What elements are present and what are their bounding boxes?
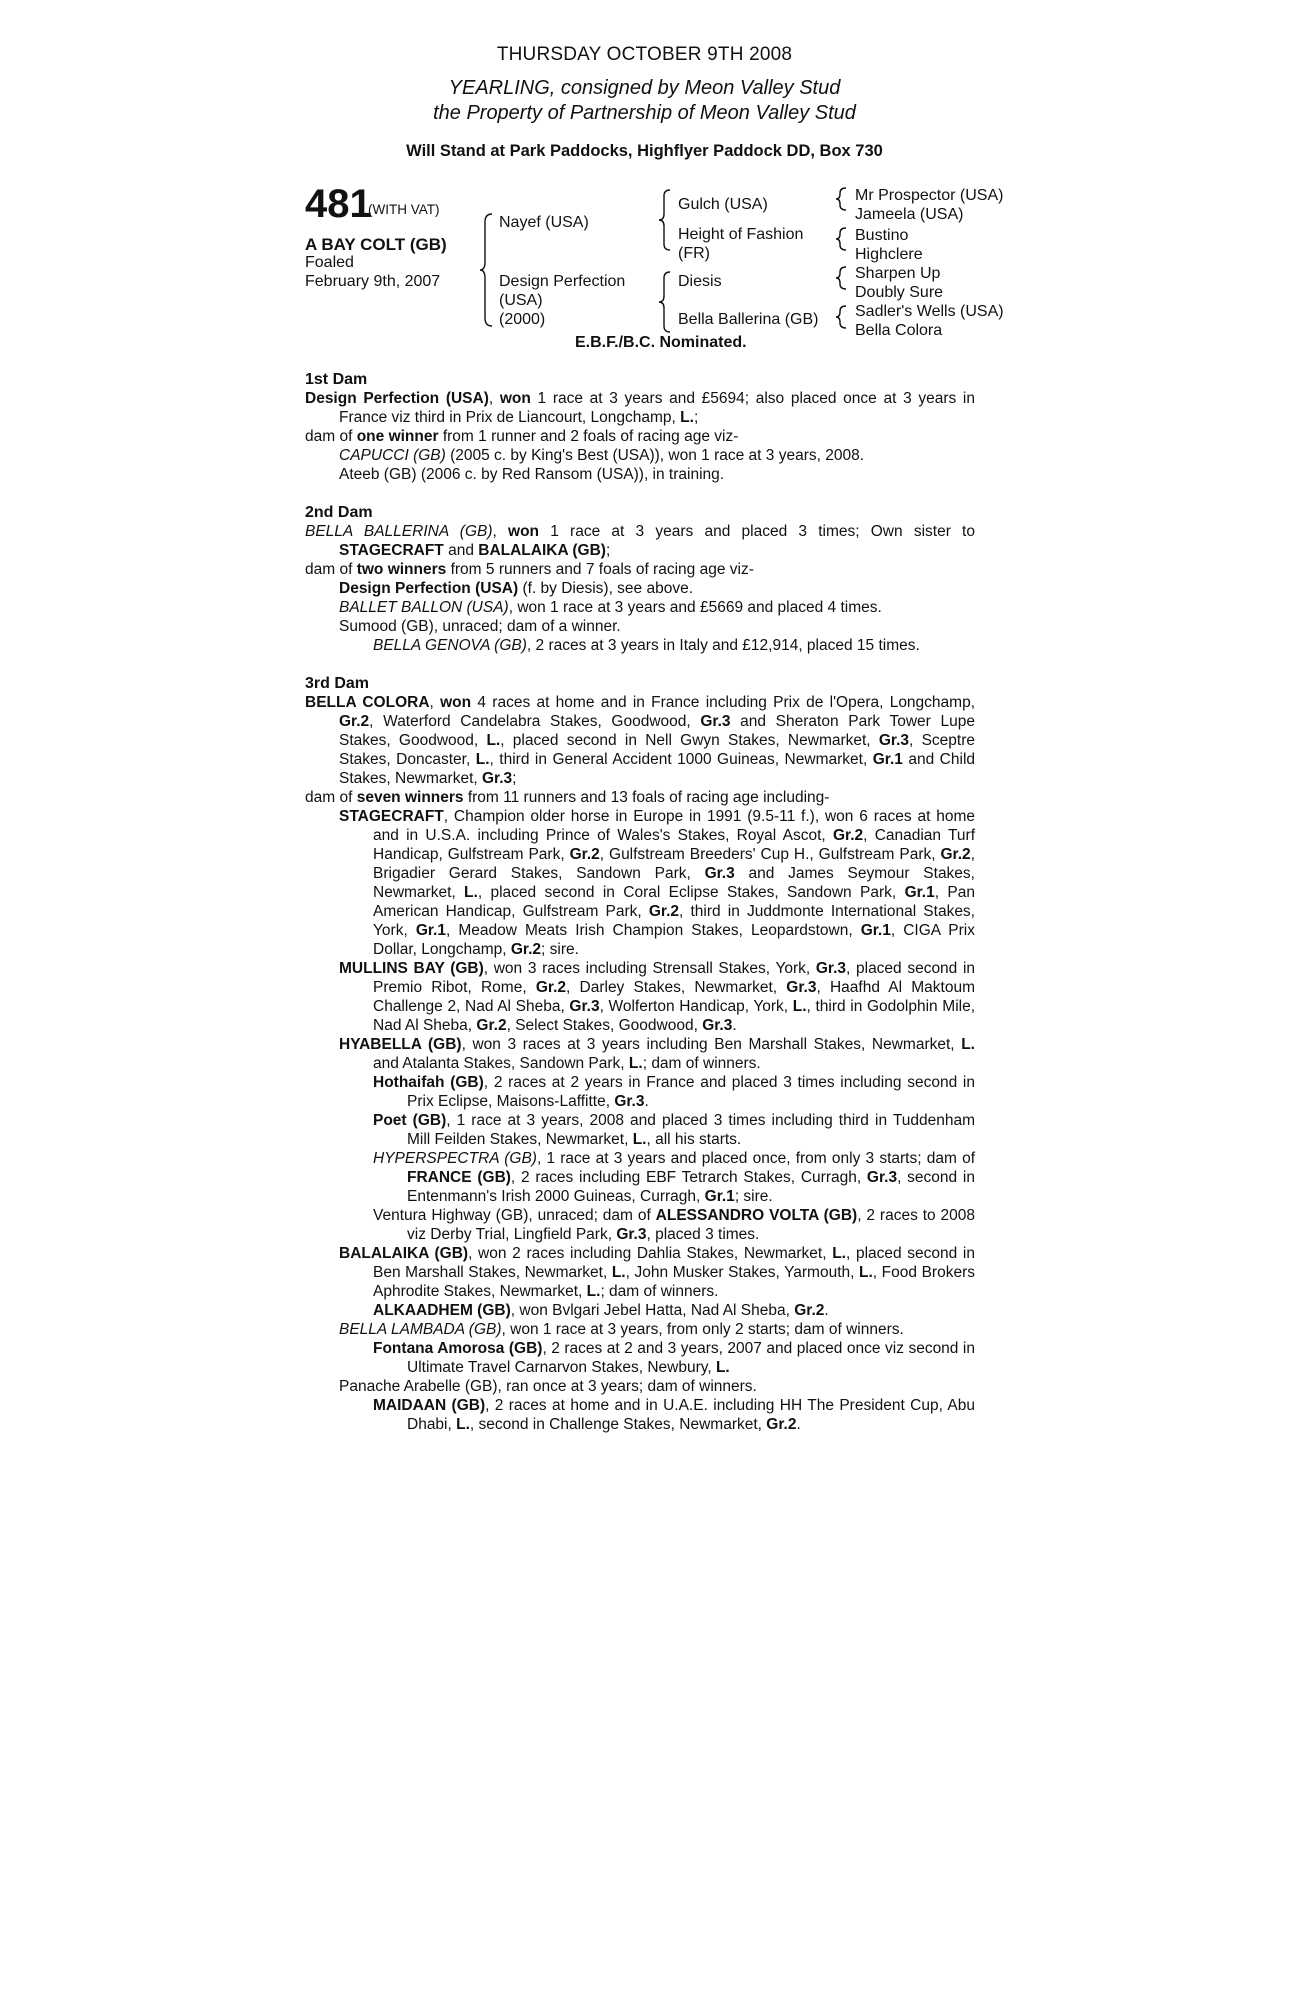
produce-ballet-ballon: BALLET BALLON (USA), won 1 race at 3 years and £5669 and placed 4 times. [339, 599, 882, 616]
produce-hyperspectra: HYPERSPECTRA (GB), 1 race at 3 years and placed once, from only 3 starts; dam of FRANCE (GB), 2 races including EBF Tetrarch Stakes, Curragh, Gr.3, second in Entenmann's Irish 2000 Guineas, Curragh, Gr.1; sire. [373, 1150, 975, 1205]
produce-balalaika: BALALAIKA (GB), won 2 races including Dahlia Stakes, Newmarket, L., placed second in Ben Marshall Stakes, Newmarket, L., John Musker Stakes, Yarmouth, L., Food Brokers Aphrodite Stakes, Newmarket, L.; dam of winners. [339, 1245, 975, 1300]
lot-name: A BAY COLT (GB) [305, 235, 447, 254]
produce-hyabella: HYABELLA (GB), won 3 races at 3 years including Ben Marshall Stakes, Newmarket, L. and Atalanta Stakes, Sandown Park, L.; dam of winners. [339, 1036, 975, 1072]
produce-capucci: CAPUCCI (GB) (2005 c. by King's Best (USA)), won 1 race at 3 years, 2008. [339, 447, 864, 464]
produce-stagecraft: STAGECRAFT, Champion older horse in Europe in 1991 (9.5-11 f.), won 6 races at home and in U.S.A. including Prince of Wales's Stakes, Royal Ascot, Gr.2, Canadian Turf Handicap, Gulfstream Park, Gr.2, Gulfstream Breeders' Cup H., Gulfstream Park, Gr.2, Brigadier Gerard Stakes, Sandown Park, Gr.3 and James Seymour Stakes, Newmarket, L., placed second in Coral Eclipse Stakes, Sandown Park, Gr.1, Pan American Handicap, Gulfstream Park, Gr.2, third in Juddmonte International Stakes, York, Gr.1, Meadow Meats Irish Champion Stakes, Leopardstown, Gr.1, CIGA Prix Dollar, Longchamp, Gr.2; sire. [339, 808, 976, 958]
first-dam-entry: Design Perfection (USA), won 1 race at 3 years and £5694; also placed once at 3 years in France viz third in Prix de Liancourt, Longchamp, L.; [305, 390, 975, 426]
dam-of-sire-line-2: (FR) [678, 245, 710, 262]
first-dam-heading: 1st Dam [305, 371, 368, 388]
gen3-ssd: Jameela (USA) [855, 206, 964, 223]
nomination-note: E.B.F./B.C. Nominated. [575, 334, 747, 351]
foaled-label: Foaled [305, 254, 354, 271]
catalogue-body [305, 370, 975, 1434]
produce-hothaifah: Hothaifah (GB), 2 races at 2 years in France and placed 3 times including second in Prix Eclipse, Maisons-Laffitte, Gr.3. [373, 1074, 975, 1110]
property-line: the Property of Partnership of Meon Valley Stud [433, 102, 856, 124]
lot-number: 481 [305, 182, 372, 226]
third-dam-produce-intro: dam of seven winners from 11 runners and 13 foals of racing age including- [305, 789, 830, 806]
produce-bella-lambada: BELLA LAMBADA (GB), won 1 race at 3 years, from only 2 starts; dam of winners. [339, 1321, 904, 1338]
produce-sumood: Sumood (GB), unraced; dam of a winner. [339, 618, 621, 635]
sale-date: THURSDAY OCTOBER 9TH 2008 [496, 44, 793, 65]
second-dam-heading: 2nd Dam [305, 504, 373, 521]
first-dam-produce-intro: dam of one winner from 1 runner and 2 foals of racing age viz- [305, 428, 739, 445]
gen3-dss: Sharpen Up [855, 265, 941, 282]
produce-ateeb: Ateeb (GB) (2006 c. by Red Ransom (USA)), in training. [339, 466, 725, 483]
foaled-date: February 9th, 2007 [305, 273, 441, 290]
second-dam-entry: BELLA BALLERINA (GB), won 1 race at 3 years and placed 3 times; Own sister to STAGECRAFT and BALALAIKA (GB); [305, 523, 975, 559]
produce-bella-genova: BELLA GENOVA (GB), 2 races at 3 years in Italy and £12,914, placed 15 times. [373, 637, 920, 654]
produce-ventura-highway: Ventura Highway (GB), unraced; dam of ALESSANDRO VOLTA (GB), 2 races to 2008 viz Derby Trial, Lingfield Park, Gr.3, placed 3 times. [373, 1207, 976, 1243]
third-dam-entry: BELLA COLORA, won 4 races at home and in France including Prix de l'Opera, Longchamp, Gr.2, Waterford Candelabra Stakes, Goodwood, Gr.3 and Sheraton Park Tower Lupe Stakes, Goodwood, L., placed second in Nell Gwyn Stakes, Newmarket, Gr.3, Sceptre Stakes, Doncaster, L., third in General Accident 1000 Guineas, Newmarket, Gr.1 and Child Stakes, Newmarket, Gr.3; [305, 694, 976, 787]
gen3-dsd: Doubly Sure [855, 284, 944, 301]
produce-mullins-bay: MULLINS BAY (GB), won 3 races including Strensall Stakes, York, Gr.3, placed second in Premio Ribot, Rome, Gr.2, Darley Stakes, Newmarket, Gr.3, Haafhd Al Maktoum Challenge 2, Nad Al Sheba, Gr.3, Wolferton Handicap, York, L., third in Godolphin Mile, Nad Al Sheba, Gr.2, Select Stakes, Goodwood, Gr.3. [339, 960, 976, 1034]
produce-fontana-amorosa: Fontana Amorosa (GB), 2 races at 2 and 3 years, 2007 and placed once viz second in Ultimate Travel Carnarvon Stakes, Newbury, L. [373, 1340, 975, 1376]
dam-of-dam: Bella Ballerina (GB) [678, 311, 819, 328]
second-dam-produce-intro: dam of two winners from 5 runners and 7 foals of racing age viz- [305, 561, 754, 578]
produce-panache-arabelle: Panache Arabelle (GB), ran once at 3 years; dam of winners. [339, 1378, 757, 1395]
dam-line-2: (USA) [499, 292, 543, 309]
dam-line-1: Design Perfection [499, 273, 626, 290]
third-dam-heading: 3rd Dam [305, 675, 370, 692]
gen3-dds: Sadler's Wells (USA) [855, 303, 1004, 320]
stand-location: Will Stand at Park Paddocks, Highflyer Paddock DD, Box 730 [406, 142, 883, 160]
gen3-sdd: Highclere [855, 246, 923, 263]
dam-of-sire-line-1: Height of Fashion [678, 226, 804, 243]
consignor-line: YEARLING, consigned by Meon Valley Stud [448, 77, 841, 99]
produce-alkaadhem: ALKAADHEM (GB), won Bvlgari Jebel Hatta, Nad Al Sheba, Gr.2. [373, 1302, 829, 1319]
gen3-sss: Mr Prospector (USA) [855, 187, 1004, 204]
gen3-ddd: Bella Colora [855, 322, 943, 339]
vat-label: (WITH VAT) [368, 202, 440, 217]
produce-design-perfection: Design Perfection (USA) (f. by Diesis), see above. [339, 580, 694, 597]
produce-poet: Poet (GB), 1 race at 3 years, 2008 and placed 3 times including third in Tuddenham Mill Feilden Stakes, Newmarket, L., all his starts. [373, 1112, 975, 1148]
produce-maidaan: MAIDAAN (GB), 2 races at home and in U.A.E. including HH The President Cup, Abu Dhabi, L., second in Challenge Stakes, Newmarket, Gr.2. [373, 1397, 975, 1433]
sire: Nayef (USA) [499, 214, 589, 231]
sire-of-sire: Gulch (USA) [678, 196, 768, 213]
gen3-sds: Bustino [855, 227, 909, 244]
sire-of-dam: Diesis [678, 273, 722, 290]
dam-line-3: (2000) [499, 311, 546, 328]
pedigree-braces [0, 0, 1289, 360]
